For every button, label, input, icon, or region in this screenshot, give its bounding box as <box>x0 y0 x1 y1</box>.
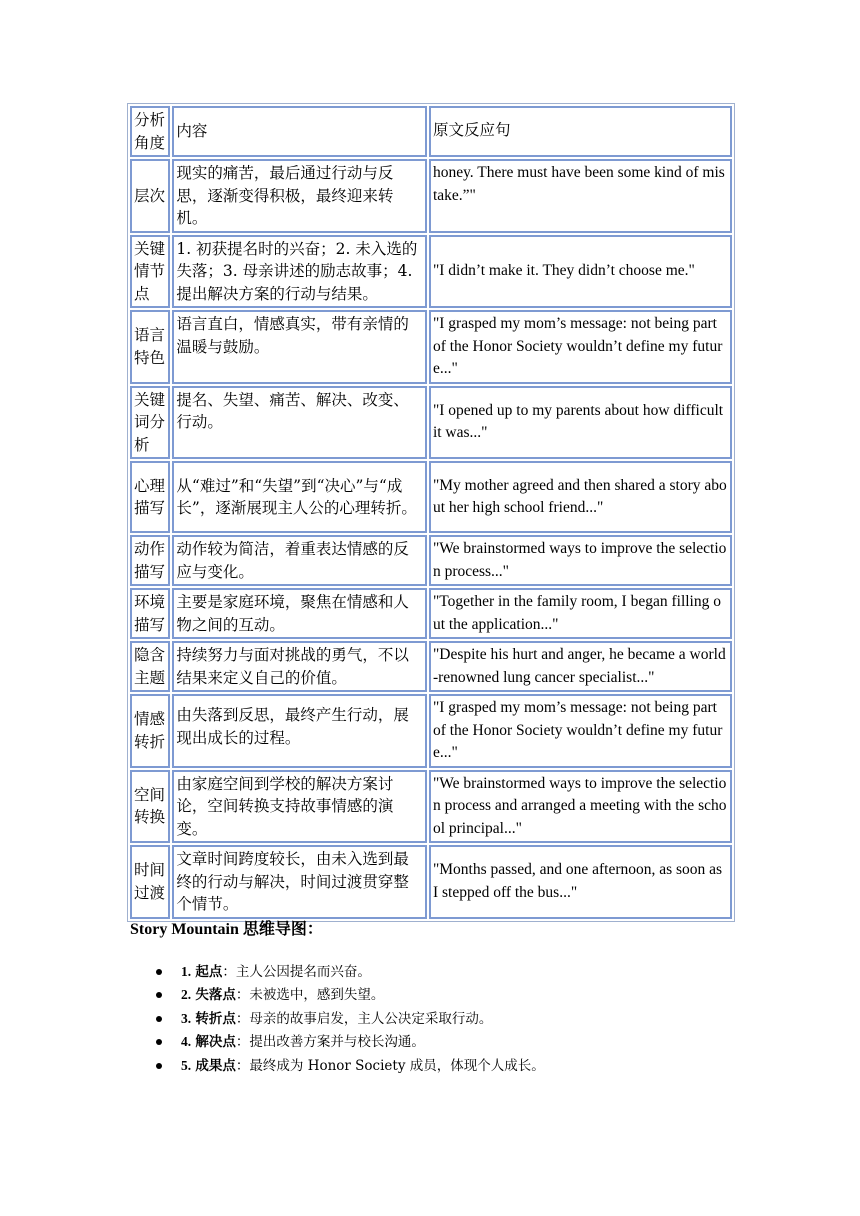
row-angle: 关键词分析 <box>130 386 170 460</box>
row-content: 动作较为简洁，着重表达情感的反应与变化。 <box>172 535 427 586</box>
row-content: 文章时间跨度较长，由未入选到最终的行动与解决，时间过渡贯穿整个情节。 <box>172 845 427 919</box>
row-angle: 语言特色 <box>130 310 170 384</box>
list-item <box>150 1007 545 1030</box>
table-row <box>130 845 732 919</box>
row-quote: "I grasped my mom’s message: not being part of the Honor Society wouldn’t define my future..." <box>429 694 732 768</box>
row-content: 提名、失望、痛苦、解决、改变、行动。 <box>172 386 427 460</box>
item-number: 3. <box>181 1010 192 1026</box>
header-quote: 原文反应句 <box>429 106 732 157</box>
analysis-table-body <box>130 106 732 919</box>
item-label: 成果点 <box>195 1057 236 1074</box>
header-angle: 分析角度 <box>130 106 170 157</box>
table-row <box>130 694 732 768</box>
row-quote: "I grasped my mom’s message: not being part of the Honor Society wouldn’t define my future..." <box>429 310 732 384</box>
row-quote: "Months passed, and one afternoon, as soon as I stepped off the bus..." <box>429 845 732 919</box>
table-row <box>130 770 732 844</box>
row-angle: 情感转折 <box>130 694 170 768</box>
row-content: 由家庭空间到学校的解决方案讨论，空间转换支持故事情感的演变。 <box>172 770 427 844</box>
item-label: 失落点 <box>195 987 236 1004</box>
item-number: 4. <box>181 1034 192 1050</box>
list-item <box>150 960 545 983</box>
list-item <box>150 1030 545 1053</box>
row-angle: 心理描写 <box>130 461 170 533</box>
row-content: 从“难过”和“失望”到“决心”与“成长”，逐渐展现主人公的心理转折。 <box>172 461 427 533</box>
bullet-icon <box>156 1063 162 1069</box>
row-content: 持续努力与面对挑战的勇气，不以结果来定义自己的价值。 <box>172 641 427 692</box>
table-row <box>130 386 732 460</box>
item-label: 解决点 <box>195 1034 236 1051</box>
bullet-icon <box>156 969 162 975</box>
row-quote: "Despite his hurt and anger, he became a world-renowned lung cancer specialist..." <box>429 641 732 692</box>
header-content: 内容 <box>172 106 427 157</box>
row-angle: 时间过渡 <box>130 845 170 919</box>
row-content: 由失落到反思，最终产生行动，展现出成长的过程。 <box>172 694 427 768</box>
item-number: 2. <box>181 987 192 1003</box>
table-row <box>130 641 732 692</box>
item-text: ：母亲的故事启发，主人公决定采取行动。 <box>235 1010 493 1027</box>
item-label: 起点 <box>195 964 223 980</box>
table-row <box>130 588 732 639</box>
row-quote: "Together in the family room, I began filling out the application..." <box>429 588 732 639</box>
table-row <box>130 235 732 309</box>
item-text: ：未被选中，感到失望。 <box>235 987 385 1004</box>
row-angle: 环境描写 <box>130 588 170 639</box>
table-header-row <box>130 106 732 157</box>
list-item <box>150 1054 545 1077</box>
bullet-icon <box>156 1039 162 1045</box>
row-content: 语言直白，情感真实，带有亲情的温暖与鼓励。 <box>172 310 427 384</box>
table-row <box>130 535 732 586</box>
row-angle: 动作描写 <box>130 535 170 586</box>
item-number: 1. <box>181 964 192 979</box>
table-row <box>130 310 732 384</box>
item-text: ：主人公因提名而兴奋。 <box>222 964 371 980</box>
row-quote: honey. There must have been some kind of mistake.”" <box>429 159 732 233</box>
table-row <box>130 461 732 533</box>
item-text: ：最终成为 Honor Society 成员，体现个人成长。 <box>235 1057 545 1074</box>
row-content: 1. 初获提名时的兴奋；2. 未入选的失落；3. 母亲讲述的励志故事；4. 提出解决方案的行动与结果。 <box>172 235 427 309</box>
row-quote: "I opened up to my parents about how difficult it was..." <box>429 386 732 460</box>
analysis-table <box>127 103 735 922</box>
list-item <box>150 983 545 1006</box>
row-angle: 隐含主题 <box>130 641 170 692</box>
row-quote: "My mother agreed and then shared a story about her high school friend..." <box>429 461 732 533</box>
item-label: 转折点 <box>195 1010 236 1027</box>
bullet-icon <box>156 992 162 998</box>
row-content: 主要是家庭环境，聚焦在情感和人物之间的互动。 <box>172 588 427 639</box>
item-text: ：提出改善方案并与校长沟通。 <box>235 1034 425 1051</box>
item-number: 5. <box>181 1057 192 1073</box>
row-content: 现实的痛苦，最后通过行动与反思，逐渐变得积极，最终迎来转机。 <box>172 159 427 233</box>
row-angle: 关键情节点 <box>130 235 170 309</box>
table-row <box>130 159 732 233</box>
row-angle: 层次 <box>130 159 170 233</box>
row-angle: 空间转换 <box>130 770 170 844</box>
row-quote: "I didn’t make it. They didn’t choose me." <box>429 235 732 309</box>
row-quote: "We brainstormed ways to improve the selection process and arranged a meeting with the school principal..." <box>429 770 732 844</box>
story-mountain-list <box>150 960 545 1077</box>
row-quote: "We brainstormed ways to improve the selection process..." <box>429 535 732 586</box>
story-mountain-title: Story Mountain 思维导图： <box>130 921 323 938</box>
bullet-icon <box>156 1016 162 1022</box>
